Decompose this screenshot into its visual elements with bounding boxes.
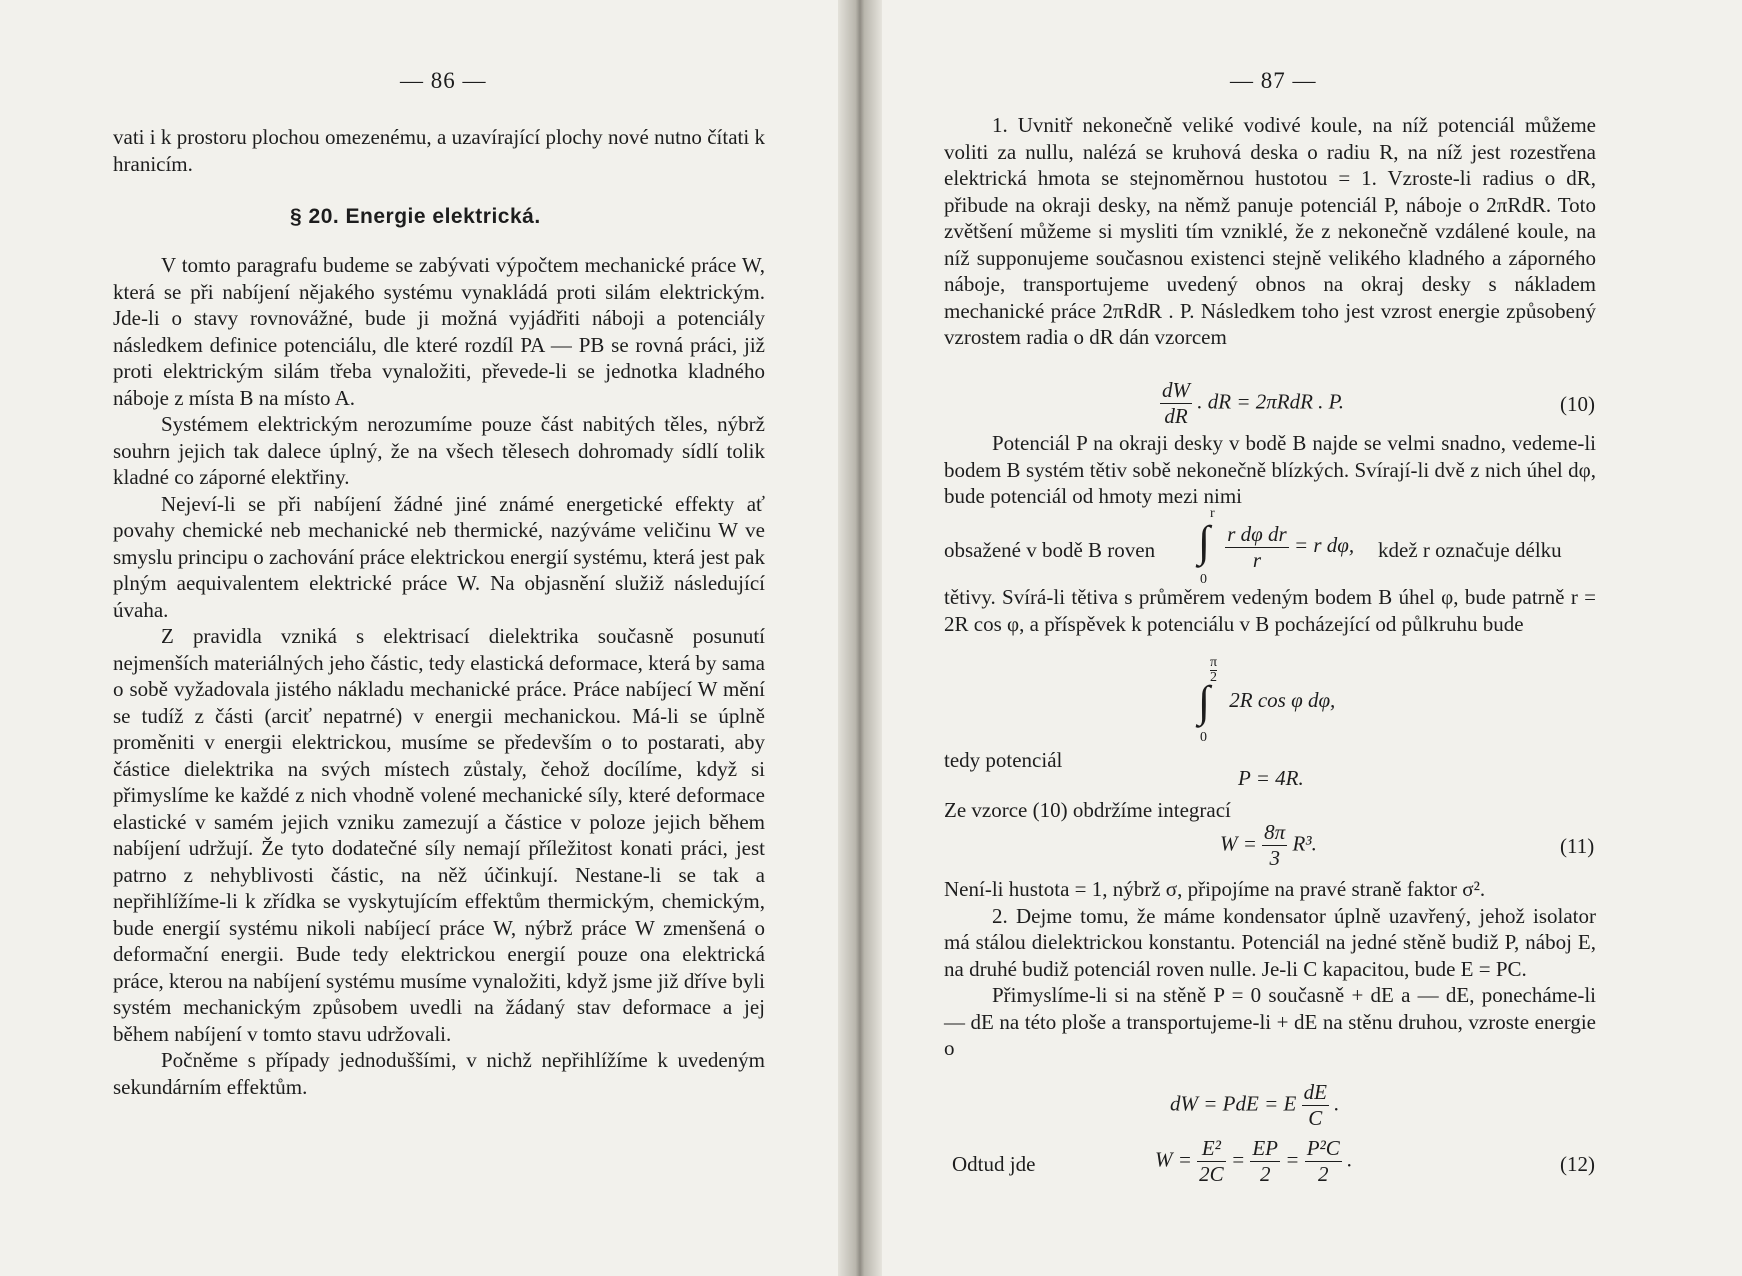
- fraction-numerator: 8π: [1264, 820, 1286, 844]
- fraction: [1250, 1136, 1280, 1187]
- fraction-numerator: dE: [1303, 1080, 1327, 1104]
- equation-rhs: R³.: [1292, 831, 1317, 856]
- paragraph: Z pravidla vzniká s elektrisací dielektrika současně posunutí nejmenších materiálných jeho částic, tedy elastická deformace, která by sama o sobě vyžadovala jistého nákladu mechanické práce. Práce nabíjecí W mění se tudíž z části (arciť nepatrné) v energii mechanickou. Má-li se úplně proměniti v energii elektrickou, musíme se především o to postarati, aby částice dielektrika na svých místech zůstaly, čehož docílíme, když si přimyslíme ke každé z nich vhodně volené mechanické síly, které deformace elastické v samém jejich vzniku zamezují a částice v poloze jejich během nabíjení udržují. Že tyto dodatečné síly nemají příležitost konati práci, jest patrno z nehyblivosti částic, na něž účinkují. Nestane-li se tak a nepřihlížíme-li k zřídka se vyskytujícím effektům thermickým, chemickým, bude energií systému nikoli nabíjecí práce W, nýbrž práce W zmenšená o deformační energii. Bude tedy elektrickou energií pouze ona elektrická práce, kterou na nabíjení systému musíme vynaložiti, když jsme již dříve byli systém mechanickým způsobem uvedli na žádaný stav deformace a jej během nabíjení v tomto stavu udržovali.: [113, 624, 765, 1046]
- fraction: [1160, 378, 1192, 429]
- integral-2: [1198, 655, 1336, 745]
- equation-dw: [1170, 1080, 1339, 1131]
- paragraph-2: [944, 430, 1596, 510]
- paragraph: Přimyslíme-li si na stěně P = 0 současně + dE a — dE, ponecháme-li — dE na této ploše a transportujeme-li + dE na stěnu druhou, vzroste energie o: [944, 983, 1596, 1060]
- fraction: [1305, 1136, 1342, 1187]
- integral-lower-limit: 0: [1200, 730, 1207, 745]
- fraction-denominator: 2C: [1199, 1162, 1224, 1186]
- fraction-denominator: dR: [1164, 404, 1188, 428]
- equation-lhs: W =: [1220, 831, 1257, 856]
- upper-limit-den: 2: [1210, 670, 1218, 685]
- equation-end: .: [1334, 1091, 1340, 1116]
- fraction-numerator: EP: [1252, 1136, 1279, 1160]
- book-gutter: [838, 0, 882, 1276]
- integral-1: [1198, 506, 1355, 587]
- paragraph: Není-li hustota = 1, nýbrž σ, připojíme na pravé straně faktor σ².: [944, 877, 1486, 901]
- equation-rest: = r dφ,: [1293, 532, 1355, 557]
- paragraph: 2. Dejme tomu, že máme kondensator úplně uzavřený, jehož isolator má stálou dielektrickou konstantu. Potenciál na jedné stěně budiž P, náboj E, na druhé budiž potenciál roven nulle. Je-li C kapacitou, bude E = PC.: [944, 903, 1596, 981]
- fraction-numerator: dW: [1162, 378, 1190, 402]
- fraction-numerator: r dφ dr: [1227, 521, 1287, 546]
- right-page: [860, 0, 1742, 1276]
- integral-upper-limit: r: [1210, 506, 1215, 521]
- equation-10: [1160, 378, 1344, 429]
- paragraph: Potenciál P na okraji desky v bodě B najde se velmi snadno, vedeme-li bodem B systém tětiv sobě nekonečně blízkých. Svírají-li dvě z nich úhel dφ, bude potenciál od hmoty mezi nimi: [944, 431, 1596, 508]
- equation-p: P = 4R.: [1238, 766, 1304, 790]
- equation-lhs: dW = PdE = E: [1170, 1091, 1297, 1116]
- equation-label-10: (10): [1560, 392, 1595, 416]
- odtud-text: Odtud jde: [952, 1152, 1036, 1176]
- fraction: [1197, 1136, 1226, 1187]
- integral-sign: $\frac{\pi}{2}$ ∫ 0: [1198, 655, 1218, 745]
- ze-vzorce-text: Ze vzorce (10) obdržíme integrací: [944, 798, 1231, 822]
- equation-12: W = $\frac{\text{E²}}{2C}$ = $\frac{EP}{2}$ = $\frac{\text{P²C}}{2}$ .: [1155, 1136, 1353, 1186]
- integral-line-after: kdež r označuje délku: [1378, 538, 1562, 562]
- integral-line-before: obsažené v bodě B roven: [944, 538, 1156, 562]
- equation-11: [1220, 820, 1317, 871]
- paragraph-1: [944, 112, 1596, 351]
- equation-lhs: W =: [1155, 1147, 1192, 1172]
- tedy-text: tedy potenciál: [944, 748, 1063, 772]
- upper-limit-num: π: [1210, 655, 1218, 670]
- fraction-numerator: P²C: [1306, 1136, 1340, 1160]
- integral-lower-limit: 0: [1200, 572, 1207, 587]
- fraction-denominator: 2: [1318, 1162, 1329, 1186]
- fraction: [1225, 522, 1288, 573]
- paragraph-4: [944, 876, 1596, 1062]
- section-title: § 20. Energie elektrická.: [290, 205, 541, 228]
- page-number-left: — 86 —: [400, 68, 487, 93]
- equation-label-12: (12): [1560, 1152, 1595, 1176]
- fraction-denominator: 2: [1259, 1162, 1271, 1186]
- integrand: 2R cos φ dφ,: [1229, 687, 1336, 712]
- fraction: [1302, 1080, 1329, 1131]
- paragraph: 1. Uvnitř nekonečně veliké vodivé koule, na níž potenciál můžeme voliti za nullu, nalézá se kruhová deska o radiu R, na níž jest rozestřena elektrická hmota se stejnoměrnou hustotou = 1. Vzroste-li radius o dR, přibude na okraji desky, na němž panuje potenciál P, náboje o 2πRdR. Toto zvětšení můžeme si mysliti tím vzniklé, že z nekonečně vzdálené koule, na níž supponujeme současnou existenci stejně velikého kladného a záporného náboje, transportujeme uvedený obnos na okraj desky s nákladem mechanické práce 2πRdR . P. Následkem toho jest vzrost energie způsobený vzrostem radia o dR dán vzorcem: [944, 113, 1596, 349]
- equation-rest: . dR = 2πRdR . P.: [1197, 389, 1345, 414]
- paragraph: Systémem elektrickým nerozumíme pouze část nabitých těles, nýbrž souhrn jejich tak dalece úplný, že na všech tělesech dohromady sídlí tolik kladné co záporné elektřiny.: [113, 412, 765, 489]
- paragraph: V tomto paragrafu budeme se zabývati výpočtem mechanické práce W, která se při nabíjení nějakého systému vynakládá proti silám elektrickým. Jde-li o stavy rovnovážné, bude ji možná vyjádřiti náboji a potenciály následkem definice potenciálu, dle které rozdíl PA — PB se rovná práci, již proti elektrickým silám třeba vynaložiti, převede-li se jednotka kladného náboje z místa B na místo A.: [113, 253, 765, 410]
- page-number-right: — 87 —: [1230, 68, 1317, 93]
- fraction-denominator: C: [1308, 1106, 1323, 1130]
- fraction-denominator: 3: [1269, 846, 1280, 870]
- paragraph-3: [944, 584, 1596, 637]
- paragraph: tětivy. Svírá-li tětiva s průměrem vedeným bodem B úhel φ, bude patrně r = 2R cos φ, a příspěvek k potenciálu v B pocházející od půlkruhu bude: [944, 585, 1596, 636]
- integral-upper-limit: [1210, 656, 1217, 685]
- paragraph: Počněme s případy jednoduššími, v nichž nepřihlížíme k uvedeným sekundárním effektům.: [113, 1048, 765, 1099]
- paragraph: vati i k prostoru plochou omezenému, a uzavírající plochy nové nutno čítati k hranicím.: [113, 125, 765, 176]
- intro-paragraph: [113, 124, 765, 177]
- equation-label-11: (11): [1560, 834, 1595, 858]
- fraction-numerator: E²: [1197, 1136, 1226, 1162]
- paragraph: Nejeví-li se při nabíjení žádné jiné známé energetické effekty ať povahy chemické neb mechanické neb thermické, nazýváme veličinu W ve smyslu principu o zachování práce elektrickou energií systému, která jest pak plným aequivalentem elektrické práce W. Na objasnění služiž následující úvaha.: [113, 491, 765, 622]
- body-text-left: [113, 252, 765, 1100]
- integral-sign: r ∫ 0: [1198, 506, 1215, 587]
- fraction-denominator: r: [1225, 547, 1288, 573]
- fraction: [1262, 820, 1287, 871]
- left-page: [0, 0, 860, 1276]
